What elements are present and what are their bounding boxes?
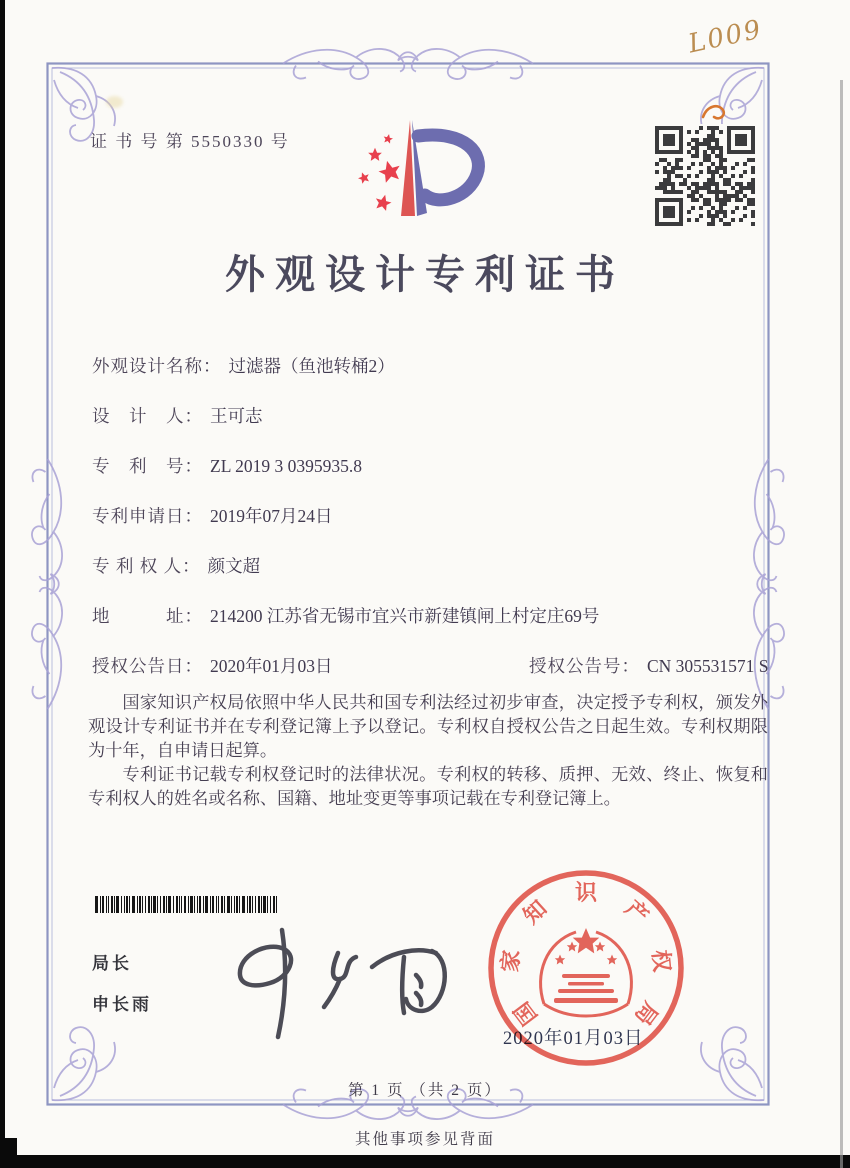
field-label: 外观设计名称： [92,356,222,376]
seal-ring-char: 产 [620,895,654,929]
certificate-number: 证 书 号 第 5550330 号 [90,132,290,151]
paper-smudge [106,96,123,108]
field-label: 专 利 号： [92,456,203,476]
grant-date-under-seal: 2020年01月03日 [503,1029,644,1049]
legal-text [88,691,768,811]
cnipa-logo-icon [338,110,508,230]
field-label: 专利申请日： [92,506,203,526]
seal-ring-char: 家 [497,948,525,974]
page-title: 外观设计专利证书 [225,252,625,297]
field-label: 授权公告号： [529,656,640,676]
field-row-designer [92,403,263,428]
field-value: 2019年07月24日 [210,506,333,526]
seal-ring-char: 局 [629,997,664,1030]
field-value: ZL 2019 3 0395935.8 [210,456,362,476]
scan-edge-corner [0,1138,17,1168]
grant-number-group [529,653,769,678]
field-row-address [92,603,599,628]
seal-ring-char: 权 [647,948,675,974]
legal-paragraph: 国家知识产权局依照中华人民共和国专利法经过初步审查，决定授予专利权，颁发外观设计专利证书并在专利登记簿上予以登记。专利权自授权公告之日起生效。专利权期限为十年，自申请日起算。 [88,693,768,760]
field-label: 专 利 权 人： [92,556,201,576]
field-value: 214200 江苏省无锡市宜兴市新建镇闸上村定庄69号 [210,606,600,626]
field-row-filing-date [92,503,333,528]
officer-block [92,949,152,1015]
page-number: 第 1 页 （共 2 页） [348,1082,502,1099]
seal-ring-char: 知 [518,895,552,929]
scan-edge-left [0,0,5,1168]
seal-ring-char: 识 [574,879,598,905]
officer-title: 局长 [92,954,132,973]
field-value: 过滤器（鱼池转桶2） [228,356,395,376]
handwritten-annotation: L009 [685,14,766,60]
official-seal [480,862,692,1074]
qr-code [653,124,757,228]
field-label: 地 址： [92,606,203,626]
field-row-patentee [92,553,260,578]
legal-paragraph: 专利证书记载专利权登记时的法律状况。专利权的转移、质押、无效、终止、恢复和专利权人的姓名或名称、国籍、地址变更等事项记载在专利登记簿上。 [88,765,768,808]
officer-name: 申长雨 [92,995,152,1014]
barcode [95,896,307,913]
field-row-grant [92,653,772,678]
seal-ring-char: 国 [508,997,543,1030]
signature-handwriting [220,915,460,1047]
field-row-patent-number [92,453,362,478]
field-row-design-name [92,353,395,378]
back-side-note: 其他事项参见背面 [354,1131,495,1148]
field-label: 设 计 人： [92,406,203,426]
field-value: 颜文超 [207,556,261,576]
ink-smudge-icon [700,102,728,124]
field-value: 王可志 [210,406,263,426]
field-value: 2020年01月03日 [210,656,333,676]
scan-edge-right [840,80,843,1168]
field-label: 授权公告日： [92,656,203,676]
field-value: CN 305531571 S [647,656,769,676]
scan-edge-bottom [0,1155,850,1168]
